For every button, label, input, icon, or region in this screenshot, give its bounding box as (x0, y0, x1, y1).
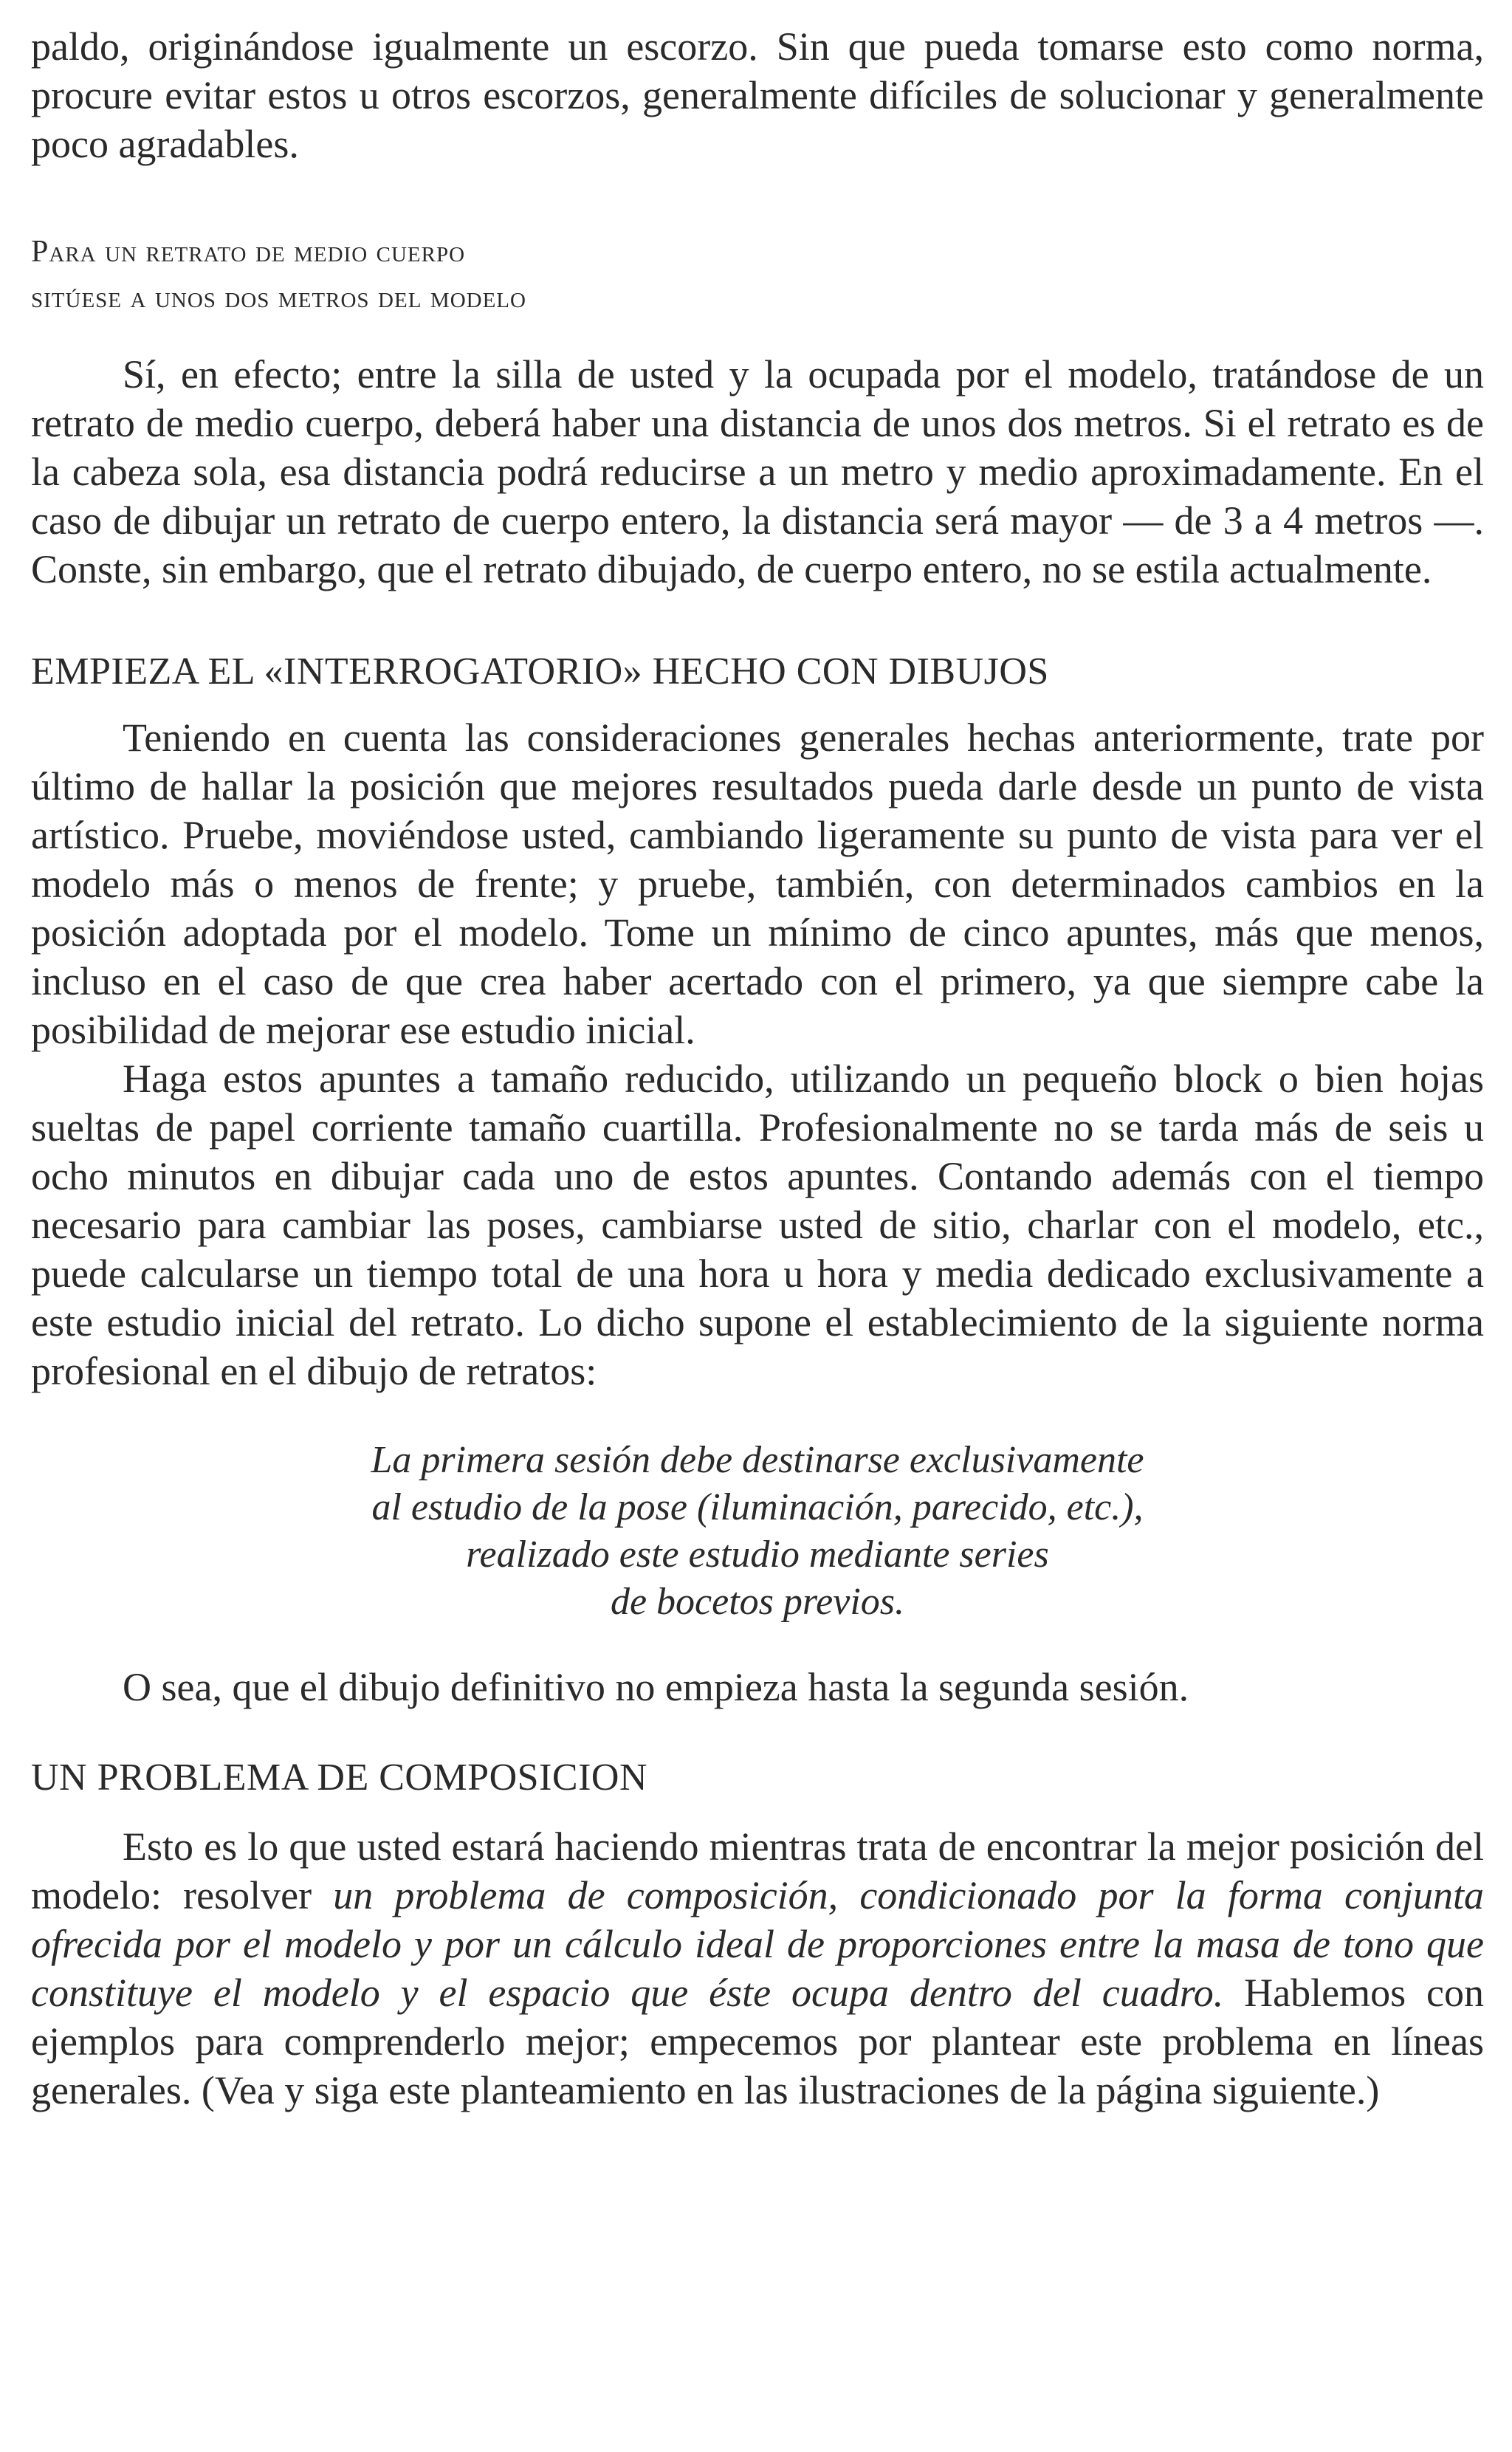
interrogatorio-paragraph-3: O sea, que el dibujo definitivo no empieza hasta la segunda sesión. (123, 1665, 1189, 1709)
interrogatorio-heading: EMPIEZA EL «INTERROGATORIO» HECHO CON DIBUJOS (31, 650, 1049, 693)
rule-line-4: de bocetos previos. (610, 1581, 905, 1623)
rule-line-2: al estudio de la pose (iluminación, parecido, etc.), (371, 1486, 1144, 1528)
rule-line-1: La primera sesión debe destinarse exclusivamente (371, 1439, 1144, 1481)
distance-paragraph: Sí, en efecto; entre la silla de usted y la ocupada por el modelo, tratándose de un retrato de medio cuerpo, deberá haber una distancia de unos dos metros. Si el retrato es de la cabeza sola, esa distancia podrá reducirse a un metro y medio aproximadamente. En el caso de dibujar un retrato de cuerpo entero, la distancia será mayor — de 3 a 4 metros —. Conste, sin embargo, que el retrato dibujado, de cuerpo entero, no se estila actualmente. (31, 352, 1484, 591)
composition-heading: UN PROBLEMA DE COMPOSICION (31, 1756, 647, 1799)
heading-line-2: sitúese a unos dos metros del modelo (31, 281, 526, 315)
composition-text-start: Esto es lo que usted estará haciendo mientras trata de encontrar la mejor posición del modelo: resolver (31, 1824, 1484, 1917)
rule-line-3: realizado este estudio mediante series (466, 1534, 1049, 1576)
heading-line-1: Para un retrato de medio cuerpo (31, 235, 466, 269)
professional-rule (31, 1437, 1484, 1626)
composition-text-end: Hablemos con ejemplos para comprenderlo mejor; empecemos por plantear este problema en líneas generales. (Vea y siga este planteamiento en las ilustraciones de la página siguiente.) (31, 1971, 1485, 2112)
book-page (31, 22, 1484, 2115)
interrogatorio-paragraph-2: Haga estos apuntes a tamaño reducido, utilizando un pequeño block o bien hojas sueltas de papel corriente tamaño cuartilla. Profesionalmente no se tarda más de seis u ocho minutos en dibujar cada uno de estos apuntes. Contando además con el tiempo necesario para cambiar las poses, cambiarse usted de sitio, charlar con el modelo, etc., puede calcularse un tiempo total de una hora u hora y media dedicado exclusivamente a este estudio inicial del retrato. Lo dicho supone el establecimiento de la siguiente norma profesional en el dibujo de retratos: (31, 1057, 1484, 1393)
opening-paragraph: paldo, originándose igualmente un escorzo. Sin que pueda tomarse esto como norma, procure evitar estos u otros escorzos, generalmente difíciles de solucionar y generalmente poco agradables. (31, 24, 1484, 166)
interrogatorio-paragraph-1: Teniendo en cuenta las consideraciones generales hechas anteriormente, trate por último de hallar la posición que mejores resultados pueda darle desde un punto de vista artístico. Pruebe, moviéndose usted, cambiando ligeramente su punto de vista para ver el modelo más o menos de frente; y pruebe, también, con determinados cambios en la posición adoptada por el modelo. Tome un mínimo de cinco apuntes, más que menos, incluso en el caso de que crea haber acertado con el primero, ya que siempre cabe la posibilidad de mejorar ese estudio inicial. (31, 715, 1484, 1052)
section-heading-distance (31, 229, 1484, 320)
composition-text-italic: un problema de composición, condicionado por la forma conjunta ofrecida por el modelo y por un cálculo ideal de proporciones entre la masa de tono que constituye el modelo y el espacio que éste ocupa dentro del cuadro. (31, 1873, 1484, 2015)
composition-paragraph (31, 1822, 1484, 2115)
